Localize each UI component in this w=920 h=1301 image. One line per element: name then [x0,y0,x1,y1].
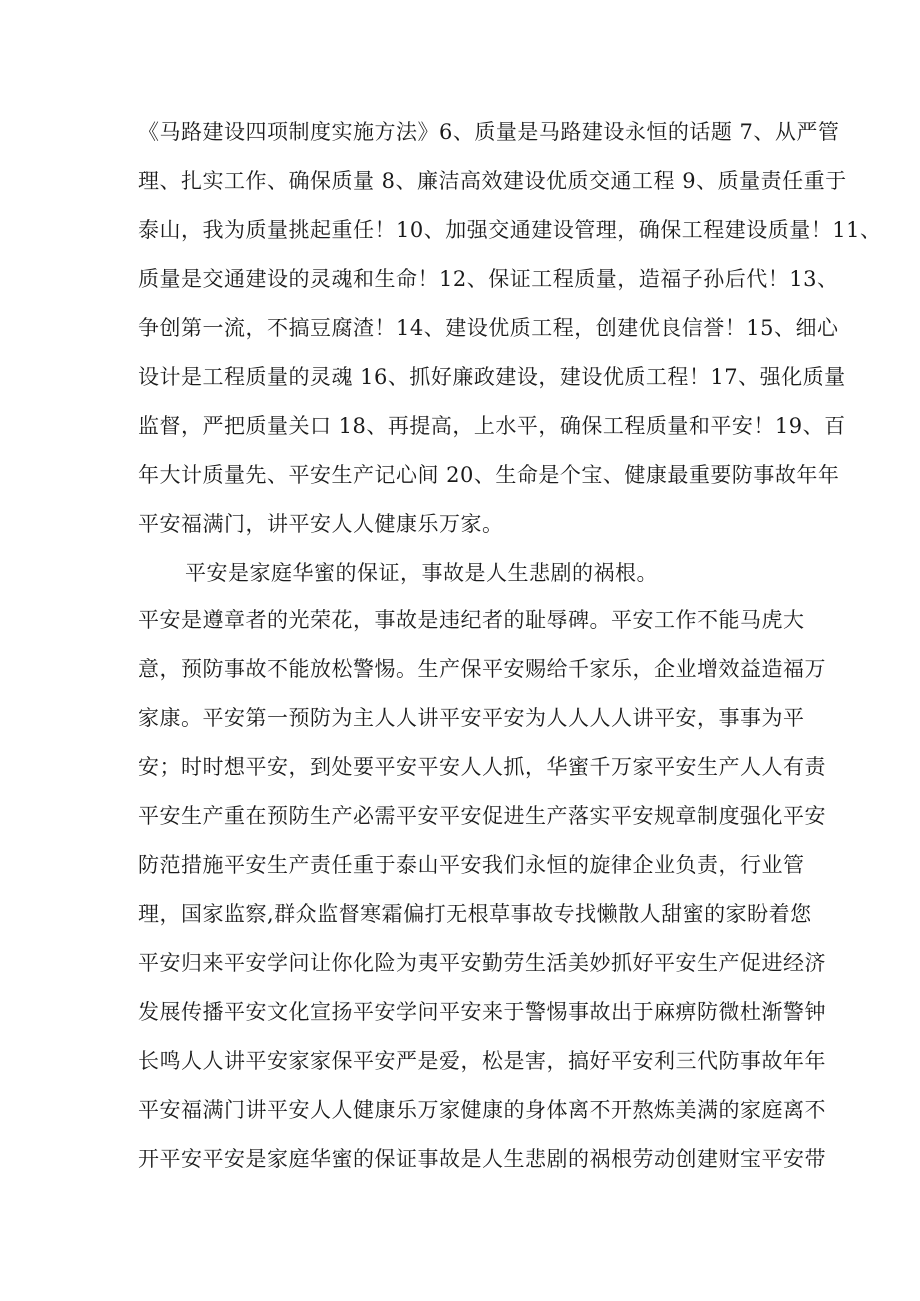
text-line: 平安福满门讲平安人人健康乐万家健康的身体离不开熬炼美满的家庭离不 [138,1098,826,1122]
text-line: 年大计质量先、平安生产记心间 20、生命是个宝、健康最重要防事故年年 [138,463,840,487]
paragraph-heading-line: 平安是家庭华蜜的保证，事故是人生悲剧的祸根。 [185,561,658,585]
text-line: 平安生产重在预防生产必需平安平安促进生产落实平安规章制度强化平安 [138,804,826,828]
text-line: 防范措施平安生产责任重于泰山平安我们永恒的旋律企业负责，行业管 [138,853,805,877]
text-line: 争创第一流，不搞豆腐渣！14、建设优质工程，创建优良信誉！15、细心 [138,316,839,340]
text-line: 意，预防事故不能放松警惕。生产保平安赐给千家乐，企业增效益造福万 [138,657,826,681]
text-line: 理、扎实工作、确保质量 8、廉洁高效建设优质交通工程 9、质量责任重于 [138,169,847,193]
text-line: 质量是交通建设的灵魂和生命！12、保证工程质量，造福子孙后代！13、 [138,267,839,291]
text-line: 泰山，我为质量挑起重任！10、加强交通建设管理，确保工程建设质量！11、 [138,218,882,242]
text-line: 安；时时想平安，到处要平安平安人人抓，华蜜千万家平安生产人人有责 [138,755,826,779]
text-line: 监督，严把质量关口 18、再提高，上水平，确保工程质量和平安！19、百 [138,414,846,438]
text-line: 平安福满门，讲平安人人健康乐万家。 [138,512,504,536]
text-line: 理，国家监察,群众监督寒霜偏打无根草事故专找懒散人甜蜜的家盼着您 [138,902,812,926]
text-line: 发展传播平安文化宣扬平安学问平安来于警惕事故出于麻痹防微杜渐警钟 [138,1000,826,1024]
text-line: 家康。平安第一预防为主人人讲平安平安为人人人人讲平安，事事为平 [138,706,805,730]
text-line: 平安是遵章者的光荣花，事故是违纪者的耻辱碑。平安工作不能马虎大 [138,608,805,632]
text-line: 开平安平安是家庭华蜜的保证事故是人生悲剧的祸根劳动创建财宝平安带 [138,1147,826,1171]
text-line: 设计是工程质量的灵魂 16、抓好廉政建设，建设优质工程！17、强化质量 [138,365,846,389]
text-line: 平安归来平安学问让你化险为夷平安勤劳生活美妙抓好平安生产促进经济 [138,951,826,975]
text-line: 长鸣人人讲平安家家保平安严是爱，松是害，搞好平安利三代防事故年年 [138,1049,826,1073]
text-line: 《马路建设四项制度实施方法》6、质量是马路建设永恒的话题 7、从严管 [138,120,840,144]
